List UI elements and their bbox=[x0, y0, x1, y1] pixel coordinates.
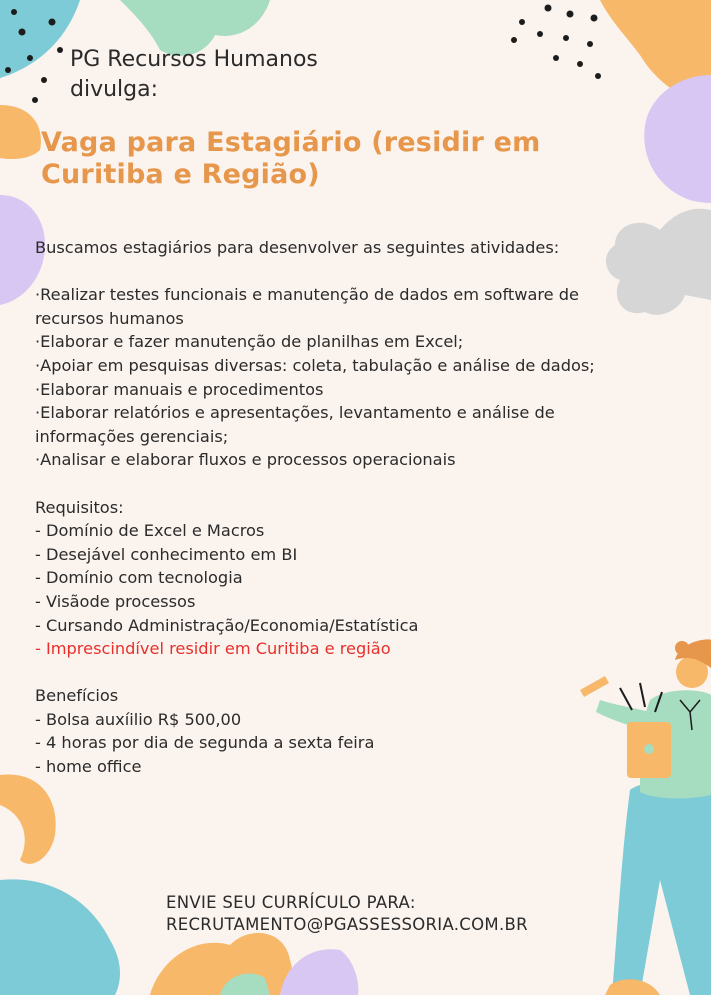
dots-top-right bbox=[511, 5, 601, 80]
job-title-line-1: Vaga para Estagiário (residir em bbox=[41, 127, 541, 158]
job-title-line-2: Curitiba e Região) bbox=[41, 159, 320, 190]
activity-item: ·Analisar e elaborar fluxos e processos operacionais bbox=[35, 450, 456, 470]
benefit-item: - 4 horas por dia de segunda a sexta feira bbox=[35, 733, 375, 753]
send-cv-callout bbox=[166, 892, 528, 936]
orange-shape-bottom bbox=[150, 933, 292, 995]
orange-shape-left bbox=[0, 105, 41, 159]
benefit-item: - home office bbox=[35, 757, 142, 777]
company-heading bbox=[70, 45, 318, 105]
company-name: PG Recursos Humanos bbox=[70, 47, 318, 72]
activity-item: ·Elaborar relatórios e apresentações, levantamento e análise de bbox=[35, 403, 555, 423]
activity-item: ·Elaborar manuais e procedimentos bbox=[35, 379, 324, 399]
teal-shape-bottom-left bbox=[0, 879, 120, 995]
company-announces: divulga: bbox=[70, 77, 159, 102]
requirement-item: - Domínio de Excel e Macros bbox=[35, 521, 265, 541]
orange-arc-bottom-left bbox=[0, 774, 56, 863]
lavender-shape-right bbox=[644, 75, 711, 203]
recruitment-email: RECRUTAMENTO@PGASSESSORIA.COM.BR bbox=[166, 915, 528, 934]
lavender-shape-bottom bbox=[280, 949, 358, 995]
requirement-item: - Visãode processos bbox=[35, 591, 196, 611]
activity-item: ·Apoiar em pesquisas diversas: coleta, tabulação e análise de dados; bbox=[35, 355, 595, 375]
requirement-item: - Cursando Administração/Economia/Estatística bbox=[35, 615, 419, 635]
send-cv-label: ENVIE SEU CURRÍCULO PARA: bbox=[166, 893, 416, 912]
requirement-item: - Domínio com tecnologia bbox=[35, 568, 243, 588]
requirement-item: - Desejável conhecimento em BI bbox=[35, 544, 298, 564]
activity-item: recursos humanos bbox=[35, 308, 184, 328]
job-description bbox=[35, 236, 675, 779]
benefits-heading: Benefícios bbox=[35, 686, 119, 706]
requirement-highlight: - Imprescindível residir em Curitiba e região bbox=[35, 639, 391, 659]
activity-item: ·Realizar testes funcionais e manutenção de dados em software de bbox=[35, 285, 580, 305]
benefit-item: - Bolsa auxíilio R$ 500,00 bbox=[35, 709, 242, 729]
job-title bbox=[41, 127, 601, 191]
intro-text: Buscamos estagiários para desenvolver as seguintes atividades: bbox=[35, 238, 560, 257]
activity-item: ·Elaborar e fazer manutenção de planilhas em Excel; bbox=[35, 332, 464, 352]
activity-item: informações gerenciais; bbox=[35, 426, 229, 446]
requirements-heading: Requisitos: bbox=[35, 497, 124, 517]
